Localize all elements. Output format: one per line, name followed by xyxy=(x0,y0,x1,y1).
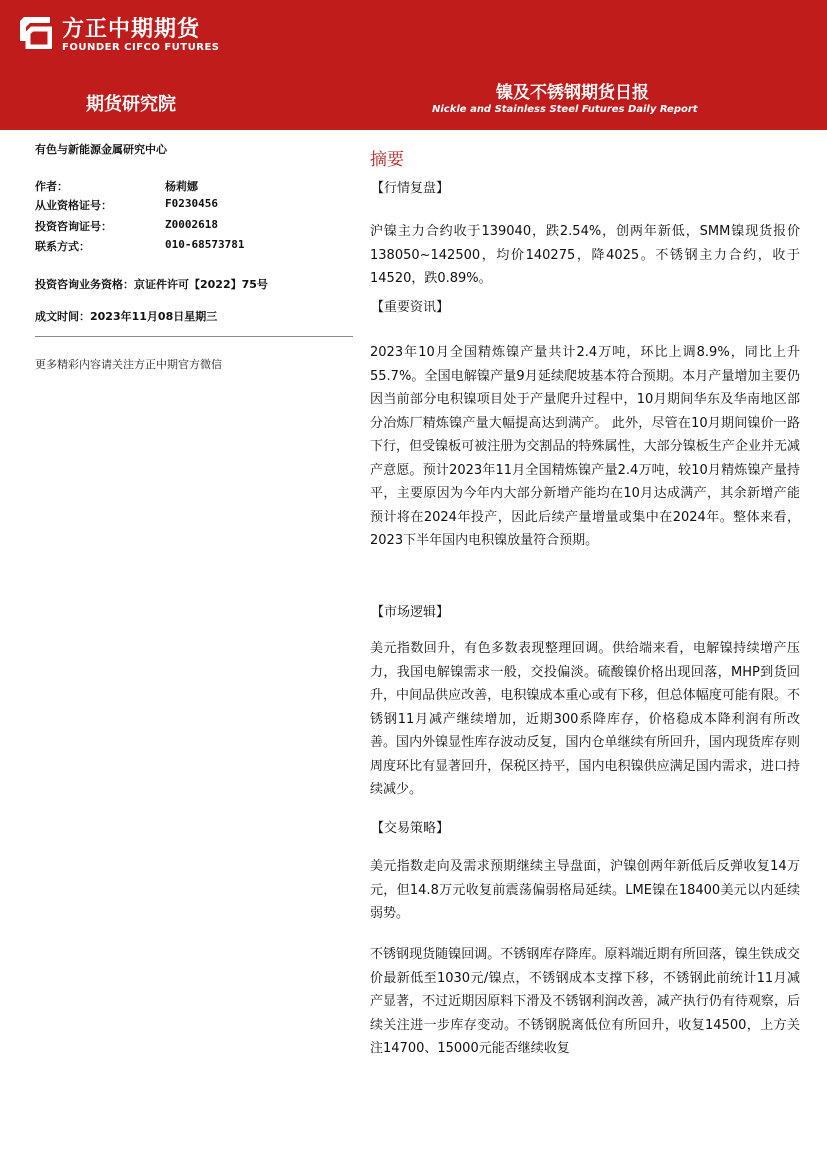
paragraph: 不锈钢现货随镍回调。不锈钢库存降库。原料端近期有所回落，镍生铁成交价最新低至1030元/镍点，不锈钢成本支撑下移，不锈钢此前统计11月减产显著，不过近期因原料下滑及不锈钢利润改善，减产执行仍有待观察，后续关注进一步库存变动。不锈钢脱离低位有所回升，收复14500，上方关注14700、15000元能否继续收复 xyxy=(370,947,800,1056)
info-label: 作者： xyxy=(35,180,68,193)
wechat-note: 更多精彩内容请关注方正中期官方微信 xyxy=(35,358,222,371)
section-heading: 【行情复盘】 xyxy=(371,181,450,196)
founder-logo-icon xyxy=(18,15,52,49)
section-heading: 【重要资讯】 xyxy=(371,300,450,315)
info-label: 联系方式： xyxy=(35,240,90,253)
section-heading: 【交易策略】 xyxy=(371,821,450,836)
info-value: 010-68573781 xyxy=(165,238,245,251)
info-label: 投资咨询证号： xyxy=(35,220,112,233)
brand-name: 方正中期期货 xyxy=(62,17,201,42)
research-center: 有色与新能源金属研究中心 xyxy=(35,143,167,156)
brand-name-en: FOUNDER CIFCO FUTURES xyxy=(62,42,220,53)
paragraph: 美元指数走向及需求预期继续主导盘面，沪镍创两年新低后反弹收复14万元，但14.8万元收复前震荡偏弱格局延续。LME镍在18400美元以内延续弱势。 xyxy=(370,859,800,921)
info-value: 杨莉娜 xyxy=(165,180,198,193)
report-title-en: Nickle and Stainless Steel Futures Daily Report xyxy=(432,104,698,115)
publish-date: 成文时间：2023年11月08日星期三 xyxy=(35,310,218,323)
divider xyxy=(35,336,353,337)
report-title: 镍及不锈钢期货日报 xyxy=(496,83,649,103)
section-heading: 【市场逻辑】 xyxy=(371,605,450,620)
info-value: Z0002618 xyxy=(165,218,218,231)
paragraph: 沪镍主力合约收于139040，跌2.54%，创两年新低，SMM镍现货报价138050~142500，均价140275，降4025。不锈钢主力合约，收于14520，跌0.89%。 xyxy=(370,224,800,286)
summary-title: 摘要 xyxy=(370,150,404,170)
business-qualification: 投资咨询业务资格：京证件许可【2022】75号 xyxy=(35,278,268,291)
report-header xyxy=(0,0,827,130)
info-label: 从业资格证号： xyxy=(35,199,112,212)
info-value: F0230456 xyxy=(165,197,218,210)
paragraph: 美元指数回升，有色多数表现整理回调。供给端来看，电解镍持续增产压力，我国电解镍需求一般，交投偏淡。硫酸镍价格出现回落，MHP到货回升，中间品供应改善，电积镍成本重心或有下移，但总体幅度可能有限。不锈钢11月减产继续增加，近期300系降库存，价格稳成本降利润有所改善。国内外镍显性库存波动反复，国内仓单继续有所回升，国内现货库存则周度环比有显著回升，保税区持平，国内电积镍供应满足国内需求，进口持续减少。 xyxy=(370,641,800,797)
department-name: 期货研究院 xyxy=(86,94,176,115)
paragraph: 2023年10月全国精炼镍产量共计2.4万吨，环比上调8.9%，同比上升55.7%。全国电解镍产量9月延续爬坡基本符合预期。本月产量增加主要仍因当前部分电积镍项目处于产量爬升过程中，10月期间华东及华南地区部分冶炼厂精炼镍产量大幅提高达到满产。 此外，尽管在10月期间镍价一路下行，但受镍板可被注册为交割品的特殊属性，大部分镍板生产企业并无减产意愿。预计2023年11月全国精炼镍产量2.4万吨，较10月精炼镍产量持平，主要原因为今年内大部分新增产能均在10月达成满产，其余新增产能预计将在2024年投产，因此后续产量增量或集中在2024年。整体来看，2023下半年国内电积镍放量符合预期。 xyxy=(370,345,800,548)
